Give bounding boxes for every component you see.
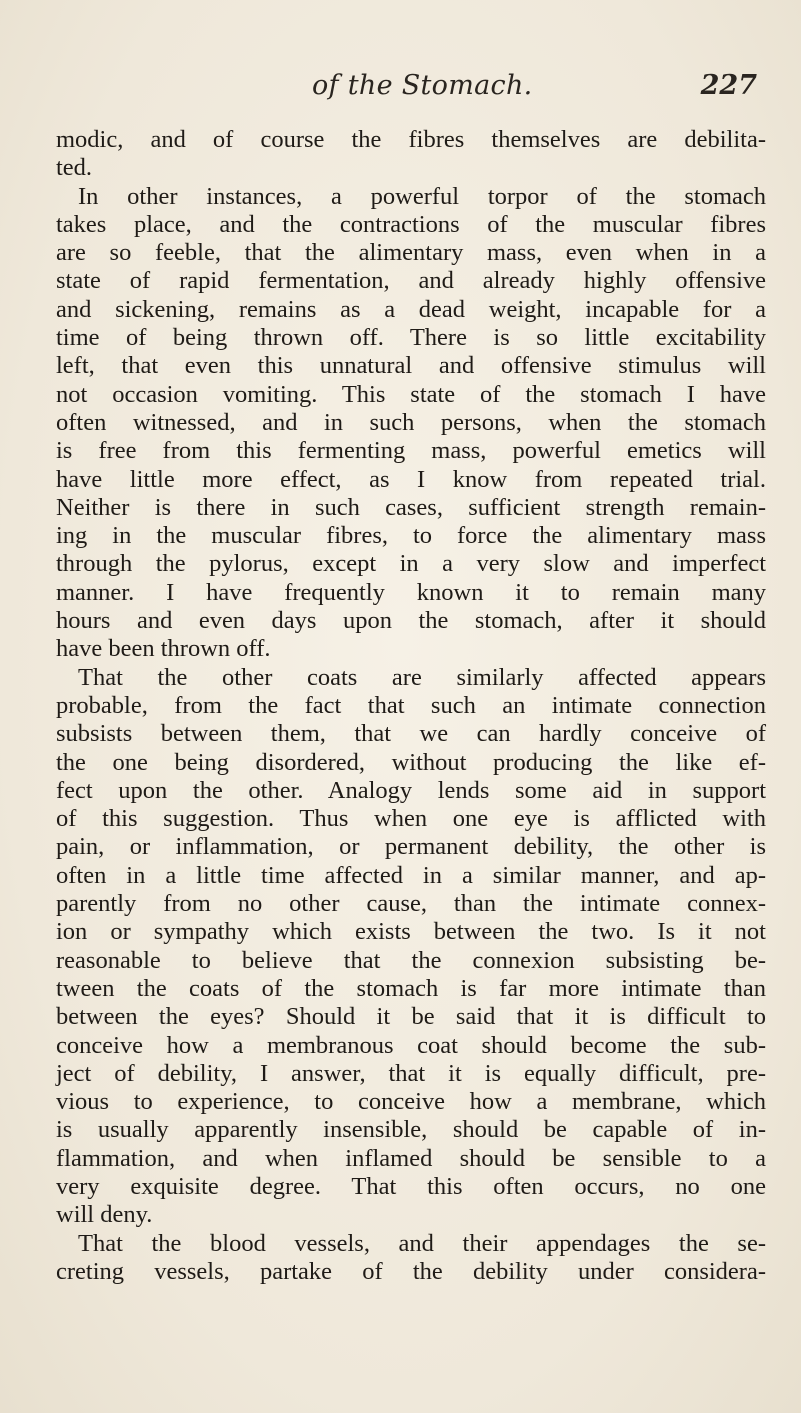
text-line: very exquisite degree. That this often occurs, no one [56,1172,766,1200]
text-line: modic, and of course the fibres themselves are debilita- [56,126,766,153]
text-line: state of rapid fermentation, and already highly offensive [56,267,766,295]
page-number: 227 [700,70,757,101]
page-header [60,70,760,110]
text-line: are so feeble, that the alimentary mass, even when in a [56,239,766,267]
text-line: ted. [56,154,93,182]
paragraph [56,126,766,183]
text-line: fect upon the other. Analogy lends some aid in support [56,776,766,804]
text-line: conceive how a membranous coat should become the sub- [56,1031,766,1059]
body-text [56,126,766,1286]
text-line: between the eyes? Should it be said that it is difficult to [56,1003,766,1031]
text-line: pain, or inflammation, or permanent debility, the other is [56,833,766,861]
text-line: In other instances, a powerful torpor of the stomach [78,182,766,210]
text-line: probable, from the fact that such an intimate connection [56,691,766,719]
text-line: have been thrown off. [56,635,271,663]
text-line: the one being disordered, without producing the like ef- [56,748,766,776]
text-line: tween the coats of the stomach is far more intimate than [56,974,766,1002]
text-line: ing in the muscular fibres, to force the alimentary mass [56,522,766,550]
text-line: have little more effect, as I know from repeated trial. [56,465,766,493]
text-line: hours and even days upon the stomach, after it should [56,607,766,635]
text-line: subsists between them, that we can hardly conceive of [56,720,766,748]
text-line: takes place, and the contractions of the muscular fibres [56,210,766,238]
text-line: through the pylorus, except in a very slow and imperfect [56,550,766,578]
paragraph [56,664,766,1230]
text-line: often in a little time affected in a similar manner, and ap- [56,861,766,889]
text-line: flammation, and when inflamed should be sensible to a [56,1144,766,1172]
paragraph [56,183,766,664]
text-line: ion or sympathy which exists between the two. Is it not [56,918,766,946]
text-line: vious to experience, to conceive how a membrane, which [56,1088,766,1116]
text-line: Neither is there in such cases, sufficient strength remain- [56,493,766,521]
text-line: will deny. [56,1201,153,1229]
text-line: time of being thrown off. There is so little excitability [56,324,766,352]
text-line: left, that even this unnatural and offensive stimulus will [56,352,766,380]
text-line: often witnessed, and in such persons, when the stomach [56,408,766,436]
text-line: parently from no other cause, than the intimate connex- [56,890,766,918]
text-line: and sickening, remains as a dead weight, incapable for a [56,295,766,323]
text-line: is usually apparently insensible, should be capable of in- [56,1116,766,1144]
running-head: of the Stomach. [312,70,533,101]
text-line: That the other coats are similarly affected appears [78,663,766,691]
text-line: of this suggestion. Thus when one eye is afflicted with [56,805,766,833]
text-line: ject of debility, I answer, that it is equally difficult, pre- [56,1059,766,1087]
paragraph [56,1230,766,1287]
text-line: creting vessels, partake of the debility under considera- [56,1257,766,1285]
text-line: is free from this fermenting mass, powerful emetics will [56,437,766,465]
text-line: That the blood vessels, and their appendages the se- [78,1229,766,1257]
text-line: reasonable to believe that the connexion subsisting be- [56,946,766,974]
text-line: not occasion vomiting. This state of the stomach I have [56,380,766,408]
text-line: manner. I have frequently known it to remain many [56,578,766,606]
